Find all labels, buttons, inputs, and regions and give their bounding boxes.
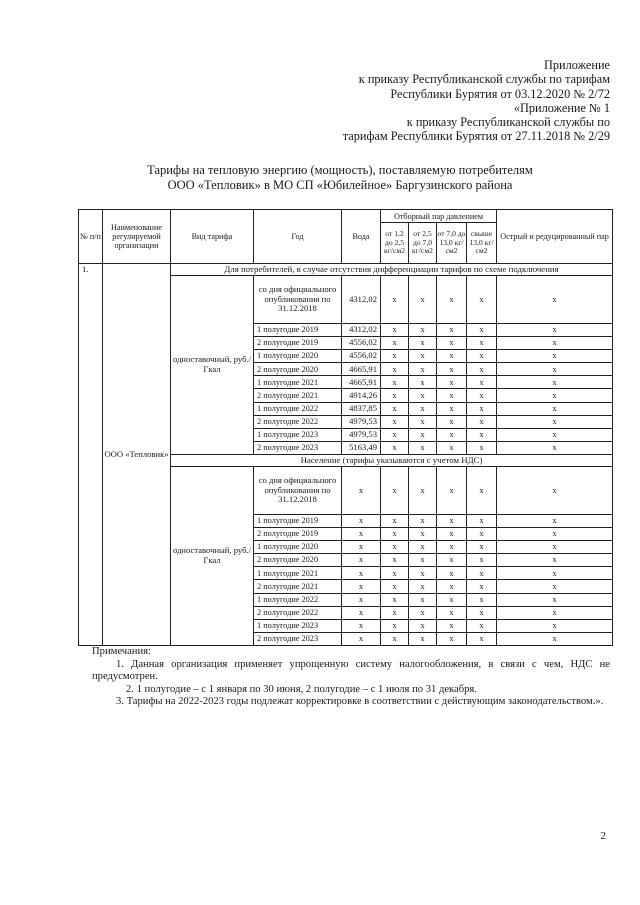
steam-tariff-cell: x bbox=[381, 528, 409, 541]
steam-tariff-cell: x bbox=[467, 567, 497, 580]
steam-tariff-cell: x bbox=[467, 541, 497, 554]
steam-tariff-cell: x bbox=[409, 514, 437, 527]
steam-tariff-cell: x bbox=[409, 593, 437, 606]
steam-tariff-cell: x bbox=[381, 567, 409, 580]
period-cell: 1 полугодие 2019 bbox=[254, 514, 342, 527]
steam-tariff-cell: x bbox=[467, 441, 497, 454]
period-cell: 1 полугодие 2020 bbox=[254, 350, 342, 363]
steam-tariff-cell: x bbox=[381, 580, 409, 593]
water-tariff-cell: x bbox=[342, 606, 381, 619]
water-tariff-cell: 4312,02 bbox=[342, 276, 381, 324]
water-tariff-cell: x bbox=[342, 593, 381, 606]
period-cell: 1 полугодие 2019 bbox=[254, 324, 342, 337]
sharp-steam-tariff-cell: x bbox=[497, 541, 613, 554]
note-item: 3. Тарифы на 2022-2023 годы подлежат корректировке в соответствии с действующим законодательством.». bbox=[116, 696, 604, 708]
steam-tariff-cell: x bbox=[381, 402, 409, 415]
steam-tariff-cell: x bbox=[467, 376, 497, 389]
water-tariff-cell: x bbox=[342, 514, 381, 527]
period-cell: 1 полугодие 2023 bbox=[254, 428, 342, 441]
steam-tariff-cell: x bbox=[437, 363, 467, 376]
steam-tariff-cell: x bbox=[437, 415, 467, 428]
steam-tariff-cell: x bbox=[381, 363, 409, 376]
period-cell: 2 полугодие 2020 bbox=[254, 363, 342, 376]
steam-tariff-cell: x bbox=[437, 466, 467, 514]
tariff-type: одноставочный, руб./Гкал bbox=[171, 466, 254, 645]
section-title: Для потребителей, в случае отсутствия дифференциации тарифов по схеме подключения bbox=[171, 264, 613, 276]
water-tariff-cell: 4665,91 bbox=[342, 363, 381, 376]
steam-tariff-cell: x bbox=[381, 276, 409, 324]
steam-tariff-cell: x bbox=[437, 441, 467, 454]
steam-tariff-cell: x bbox=[467, 389, 497, 402]
steam-tariff-cell: x bbox=[409, 632, 437, 645]
header-line: «Приложение № 1 bbox=[513, 100, 610, 115]
steam-tariff-cell: x bbox=[467, 337, 497, 350]
steam-tariff-cell: x bbox=[409, 363, 437, 376]
sharp-steam-tariff-cell: x bbox=[497, 350, 613, 363]
steam-tariff-cell: x bbox=[437, 337, 467, 350]
steam-tariff-cell: x bbox=[467, 514, 497, 527]
steam-tariff-cell: x bbox=[381, 324, 409, 337]
steam-tariff-cell: x bbox=[437, 324, 467, 337]
period-cell: 1 полугодие 2023 bbox=[254, 619, 342, 632]
steam-tariff-cell: x bbox=[467, 276, 497, 324]
steam-tariff-cell: x bbox=[381, 632, 409, 645]
period-cell: 2 полугодие 2022 bbox=[254, 415, 342, 428]
steam-tariff-cell: x bbox=[409, 389, 437, 402]
steam-tariff-cell: x bbox=[409, 324, 437, 337]
steam-tariff-cell: x bbox=[409, 402, 437, 415]
steam-tariff-cell: x bbox=[467, 593, 497, 606]
sharp-steam-tariff-cell: x bbox=[497, 580, 613, 593]
steam-tariff-cell: x bbox=[437, 593, 467, 606]
steam-tariff-cell: x bbox=[381, 514, 409, 527]
steam-tariff-cell: x bbox=[437, 567, 467, 580]
sharp-steam-tariff-cell: x bbox=[497, 402, 613, 415]
steam-tariff-cell: x bbox=[381, 606, 409, 619]
steam-tariff-cell: x bbox=[409, 428, 437, 441]
sharp-steam-tariff-cell: x bbox=[497, 528, 613, 541]
steam-tariff-cell: x bbox=[437, 428, 467, 441]
water-tariff-cell: x bbox=[342, 554, 381, 567]
steam-tariff-cell: x bbox=[437, 554, 467, 567]
notes-heading: Примечания: bbox=[92, 646, 151, 657]
water-tariff-cell: 5163,49 bbox=[342, 441, 381, 454]
sharp-steam-tariff-cell: x bbox=[497, 567, 613, 580]
water-tariff-cell: 4556,02 bbox=[342, 350, 381, 363]
sharp-steam-tariff-cell: x bbox=[497, 514, 613, 527]
section-title: Население (тарифы указываются с учетом НДС) bbox=[171, 454, 613, 466]
steam-tariff-cell: x bbox=[381, 619, 409, 632]
water-tariff-cell: 4665,91 bbox=[342, 376, 381, 389]
water-tariff-cell: x bbox=[342, 528, 381, 541]
steam-tariff-cell: x bbox=[437, 376, 467, 389]
water-tariff-cell: x bbox=[342, 619, 381, 632]
water-tariff-cell: x bbox=[342, 632, 381, 645]
document-title bbox=[0, 163, 640, 193]
sharp-steam-tariff-cell: x bbox=[497, 441, 613, 454]
steam-tariff-cell: x bbox=[467, 466, 497, 514]
steam-tariff-cell: x bbox=[467, 528, 497, 541]
page-number: 2 bbox=[600, 830, 606, 842]
steam-tariff-cell: x bbox=[409, 337, 437, 350]
sharp-steam-tariff-cell: x bbox=[497, 466, 613, 514]
period-cell: 2 полугодие 2019 bbox=[254, 528, 342, 541]
steam-tariff-cell: x bbox=[467, 324, 497, 337]
header-sharp-steam: Острый и редуцированный пар bbox=[497, 210, 613, 264]
header-pressure-4: свыше 13,0 кг/см2 bbox=[467, 223, 497, 264]
header-steam-group: Отборный пар давлением bbox=[381, 210, 497, 223]
period-cell: со дня официального опубликования по 31.12.2018 bbox=[254, 276, 342, 324]
steam-tariff-cell: x bbox=[381, 441, 409, 454]
tariff-table bbox=[78, 209, 613, 646]
header-line: Республики Бурятия от 03.12.2020 № 2/72 bbox=[390, 86, 610, 101]
steam-tariff-cell: x bbox=[467, 619, 497, 632]
title-line: ООО «Тепловик» в МО СП «Юбилейное» Баргузинского района bbox=[167, 178, 513, 192]
sharp-steam-tariff-cell: x bbox=[497, 619, 613, 632]
sharp-steam-tariff-cell: x bbox=[497, 324, 613, 337]
organization-name: ООО «Тепловик» bbox=[103, 264, 171, 646]
period-cell: 2 полугодие 2021 bbox=[254, 580, 342, 593]
sharp-steam-tariff-cell: x bbox=[497, 593, 613, 606]
steam-tariff-cell: x bbox=[467, 580, 497, 593]
steam-tariff-cell: x bbox=[409, 541, 437, 554]
water-tariff-cell: 4979,53 bbox=[342, 428, 381, 441]
steam-tariff-cell: x bbox=[437, 632, 467, 645]
period-cell: 1 полугодие 2021 bbox=[254, 376, 342, 389]
header-org: Наименование регулируемой организации bbox=[103, 210, 171, 264]
steam-tariff-cell: x bbox=[381, 376, 409, 389]
period-cell: 1 полугодие 2022 bbox=[254, 593, 342, 606]
steam-tariff-cell: x bbox=[467, 428, 497, 441]
water-tariff-cell: x bbox=[342, 567, 381, 580]
water-tariff-cell: x bbox=[342, 541, 381, 554]
row-number: 1. bbox=[79, 264, 103, 646]
period-cell: 1 полугодие 2022 bbox=[254, 402, 342, 415]
steam-tariff-cell: x bbox=[437, 619, 467, 632]
header-water: Вода bbox=[342, 210, 381, 264]
steam-tariff-cell: x bbox=[381, 466, 409, 514]
sharp-steam-tariff-cell: x bbox=[497, 363, 613, 376]
steam-tariff-cell: x bbox=[437, 606, 467, 619]
sharp-steam-tariff-cell: x bbox=[497, 415, 613, 428]
water-tariff-cell: 4312,02 bbox=[342, 324, 381, 337]
water-tariff-cell: 4979,53 bbox=[342, 415, 381, 428]
header-num: № п/п bbox=[79, 210, 103, 264]
period-cell: 1 полугодие 2021 bbox=[254, 567, 342, 580]
header-type: Вид тарифа bbox=[171, 210, 254, 264]
sharp-steam-tariff-cell: x bbox=[497, 337, 613, 350]
water-tariff-cell: 4914,26 bbox=[342, 389, 381, 402]
sharp-steam-tariff-cell: x bbox=[497, 389, 613, 402]
water-tariff-cell: 4837,85 bbox=[342, 402, 381, 415]
steam-tariff-cell: x bbox=[409, 276, 437, 324]
period-cell: 2 полугодие 2020 bbox=[254, 554, 342, 567]
steam-tariff-cell: x bbox=[467, 415, 497, 428]
steam-tariff-cell: x bbox=[437, 276, 467, 324]
steam-tariff-cell: x bbox=[381, 554, 409, 567]
steam-tariff-cell: x bbox=[381, 593, 409, 606]
steam-tariff-cell: x bbox=[409, 376, 437, 389]
header-line: к приказу Республиканской службы по тарифам bbox=[358, 72, 610, 87]
steam-tariff-cell: x bbox=[409, 441, 437, 454]
steam-tariff-cell: x bbox=[437, 580, 467, 593]
steam-tariff-cell: x bbox=[381, 389, 409, 402]
steam-tariff-cell: x bbox=[381, 415, 409, 428]
period-cell: 2 полугодие 2019 bbox=[254, 337, 342, 350]
header-pressure-3: от 7,0 до 13,0 кг/см2 bbox=[437, 223, 467, 264]
steam-tariff-cell: x bbox=[467, 363, 497, 376]
note-item: 2. 1 полугодие – с 1 января по 30 июня, 2 полугодие – с 1 июля по 31 декабря. bbox=[126, 683, 477, 695]
sharp-steam-tariff-cell: x bbox=[497, 428, 613, 441]
steam-tariff-cell: x bbox=[437, 389, 467, 402]
steam-tariff-cell: x bbox=[409, 350, 437, 363]
period-cell: со дня официального опубликования по 31.12.2018 bbox=[254, 466, 342, 514]
steam-tariff-cell: x bbox=[409, 567, 437, 580]
steam-tariff-cell: x bbox=[467, 350, 497, 363]
header-year: Год bbox=[254, 210, 342, 264]
steam-tariff-cell: x bbox=[409, 619, 437, 632]
period-cell: 2 полугодие 2022 bbox=[254, 606, 342, 619]
sharp-steam-tariff-cell: x bbox=[497, 376, 613, 389]
steam-tariff-cell: x bbox=[437, 528, 467, 541]
steam-tariff-cell: x bbox=[467, 402, 497, 415]
tariff-type: одноставочный, руб./Гкал bbox=[171, 276, 254, 455]
water-tariff-cell: x bbox=[342, 580, 381, 593]
steam-tariff-cell: x bbox=[381, 350, 409, 363]
water-tariff-cell: 4556,02 bbox=[342, 337, 381, 350]
sharp-steam-tariff-cell: x bbox=[497, 276, 613, 324]
sharp-steam-tariff-cell: x bbox=[497, 606, 613, 619]
header-pressure-1: от 1,2 до 2,5 кг/см2 bbox=[381, 223, 409, 264]
period-cell: 1 полугодие 2020 bbox=[254, 541, 342, 554]
period-cell: 2 полугодие 2021 bbox=[254, 389, 342, 402]
steam-tariff-cell: x bbox=[409, 554, 437, 567]
notes bbox=[92, 646, 610, 709]
steam-tariff-cell: x bbox=[409, 415, 437, 428]
steam-tariff-cell: x bbox=[381, 541, 409, 554]
period-cell: 2 полугодие 2023 bbox=[254, 632, 342, 645]
steam-tariff-cell: x bbox=[437, 541, 467, 554]
header-line: Приложение bbox=[544, 58, 610, 72]
steam-tariff-cell: x bbox=[409, 606, 437, 619]
steam-tariff-cell: x bbox=[437, 350, 467, 363]
steam-tariff-cell: x bbox=[467, 632, 497, 645]
steam-tariff-cell: x bbox=[381, 428, 409, 441]
steam-tariff-cell: x bbox=[409, 528, 437, 541]
title-line: Тарифы на тепловую энергию (мощность), поставляемую потребителям bbox=[147, 163, 533, 177]
sharp-steam-tariff-cell: x bbox=[497, 632, 613, 645]
sharp-steam-tariff-cell: x bbox=[497, 554, 613, 567]
steam-tariff-cell: x bbox=[437, 514, 467, 527]
header-line: к приказу Республиканской службы по bbox=[406, 115, 610, 130]
header-line: тарифам Республики Бурятия от 27.11.2018 № 2/29 bbox=[342, 129, 610, 144]
water-tariff-cell: x bbox=[342, 466, 381, 514]
steam-tariff-cell: x bbox=[409, 466, 437, 514]
steam-tariff-cell: x bbox=[467, 554, 497, 567]
document-header bbox=[343, 58, 610, 144]
header-pressure-2: от 2,5 до 7,0 кг/см2 bbox=[409, 223, 437, 264]
steam-tariff-cell: x bbox=[409, 580, 437, 593]
steam-tariff-cell: x bbox=[381, 337, 409, 350]
steam-tariff-cell: x bbox=[437, 402, 467, 415]
note-item: 1. Данная организация применяет упрощенную систему налогообложения, в связи с чем, НДС не предусмотрен. bbox=[92, 658, 610, 683]
period-cell: 2 полугодие 2023 bbox=[254, 441, 342, 454]
steam-tariff-cell: x bbox=[467, 606, 497, 619]
